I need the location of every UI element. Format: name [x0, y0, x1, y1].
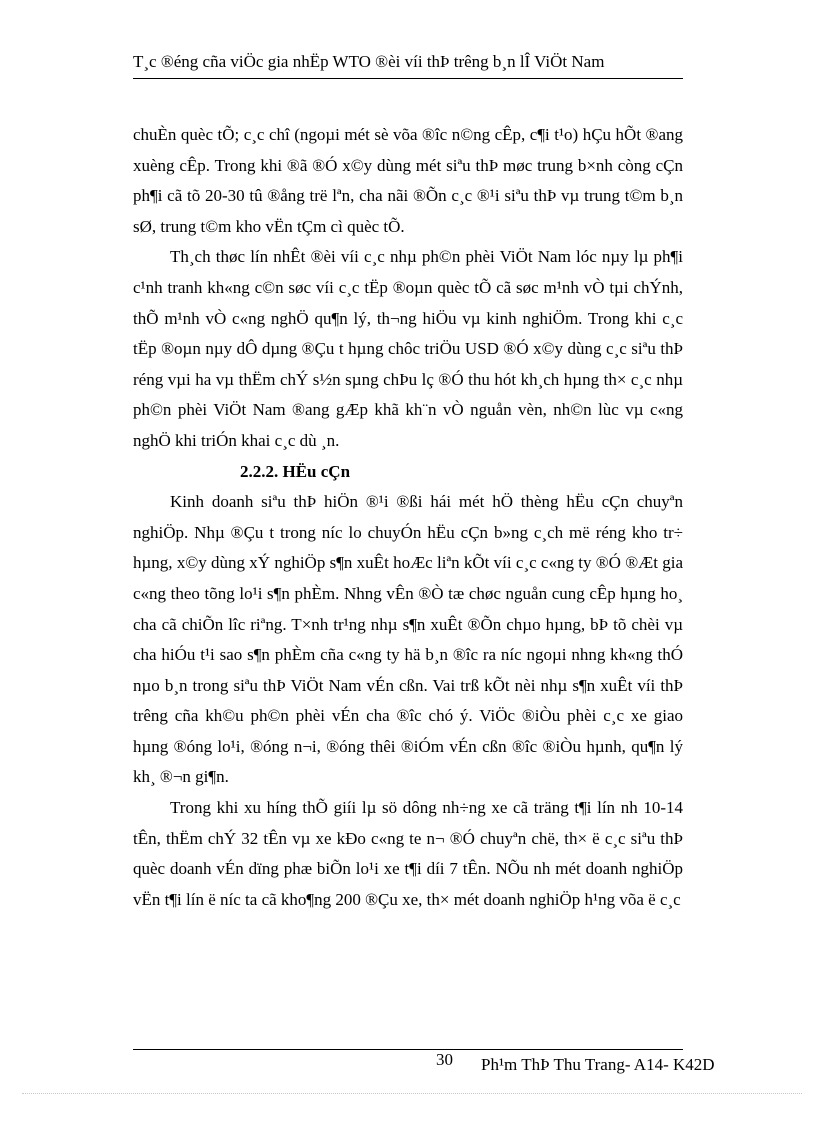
section-heading: 2.2.2. HËu cÇn: [240, 461, 351, 481]
paragraph: Th¸ch thøc lín nhÊt ®èi víi c¸c nhµ ph©n phèi ViÖt Nam lóc nµy lµ ph¶i c¹nh tranh kh«ng c©n søc víi c¸c tËp ®oµn quèc tÕ cã søc m¹nh vÒ tµi chÝnh, thÕ m¹nh vÒ c«ng nghÖ qu¶n lý, th¬ng hiÖu vµ kinh nghiÖm. Trong khi c¸c tËp ®oµn nµy dÔ dµng ®Çu t hµng chôc triÖu USD ®Ó x©y dùng c¸c siªu thÞ réng vµi ha vµ thËm chÝ s½n sµng chÞu lç ®Ó thu hót kh¸ch hµng th× c¸c nhµ ph©n phèi ViÖt Nam ®ang gÆp khã kh¨n vÒ nguån vèn, nh©n lùc vµ c«ng nghÖ khi triÓn khai c¸c dù ¸n.: [133, 247, 683, 450]
paragraph: chuÈn quèc tÕ; c¸c chî (ngoµi mét sè võa ®îc n©ng cÊp, c¶i t¹o) hÇu hÕt ®ang xuèng cÊp. Trong khi ®ã ®Ó x©y dùng mét siªu thÞ møc trung b×nh còng cÇn ph¶i cã tõ 20-30 tû ®ång trë lªn, cha nãi ®Õn c¸c ®¹i siªu thÞ vµ trung t©m b¸n sØ, trung t©m kho vËn tÇm cì quèc tÕ.: [133, 125, 683, 236]
running-header: T¸c ®éng cña viÖc gia nhËp WTO ®èi víi thÞ trêng b¸n lÎ ViÖt Nam: [133, 52, 605, 71]
header-rule: [133, 78, 683, 79]
page-number: 30: [436, 1050, 453, 1069]
page-body: [133, 120, 683, 915]
paragraph: Kinh doanh siªu thÞ hiÖn ®¹i ®ßi hái mét hÖ thèng hËu cÇn chuyªn nghiÖp. Nhµ ®Çu t trong níc lo chuyÓn hËu cÇn b»ng c¸ch më réng kho tr÷ hµng, x©y dùng xÝ nghiÖp s¶n xuÊt hoÆc liªn kÕt víi c¸c c«ng ty ®Ó ®Æt gia c«ng theo tõng lo¹i s¶n phÈm. Nhng vÊn ®Ò tæ chøc nguån cung cÊp hµng ho¸ cha cã chiÕn lîc riªng. T×nh tr¹ng nhµ s¶n xuÊt ®Õn chµo hµng, bÞ tõ chèi vµ cha hiÓu t¹i sao s¶n phÈm cña c«ng ty hä b¸n ®îc ra níc ngoµi nhng kh«ng thÓ nµo b¸n trong siªu thÞ ViÖt Nam vÉn cßn. Vai trß kÕt nèi nhµ s¶n xuÊt víi thÞ trêng cña kh©u ph©n phèi vÉn cha ®îc chó ý. ViÖc ®iÒu phèi c¸c xe giao hµng ®óng lo¹i, ®óng n¬i, ®óng thêi ®iÓm vÉn cßn ®îc ®iÒu hµnh, qu¶n lý kh¸ ®¬n gi¶n.: [133, 492, 683, 787]
footer-rule: [133, 1049, 683, 1050]
footer-author: Ph¹m ThÞ Thu Trang- A14- K42D: [481, 1055, 715, 1074]
page-edge-divider: [22, 1093, 802, 1094]
paragraph: Trong khi xu híng thÕ giíi lµ sö dông nh÷ng xe cã träng t¶i lín nh 10-14 tÊn, thËm chÝ 32 tÊn vµ xe kÐo c«ng te n¬ ®Ó chuyªn chë, th× ë c¸c siªu thÞ quèc doanh vÉn dïng phæ biÕn lo¹i xe t¶i díi 7 tÊn. NÕu nh mét doanh nghiÖp vËn t¶i lín ë níc ta cã kho¶ng 200 ®Çu xe, th× mét doanh nghiÖp h¹ng võa ë c¸c: [133, 798, 683, 909]
